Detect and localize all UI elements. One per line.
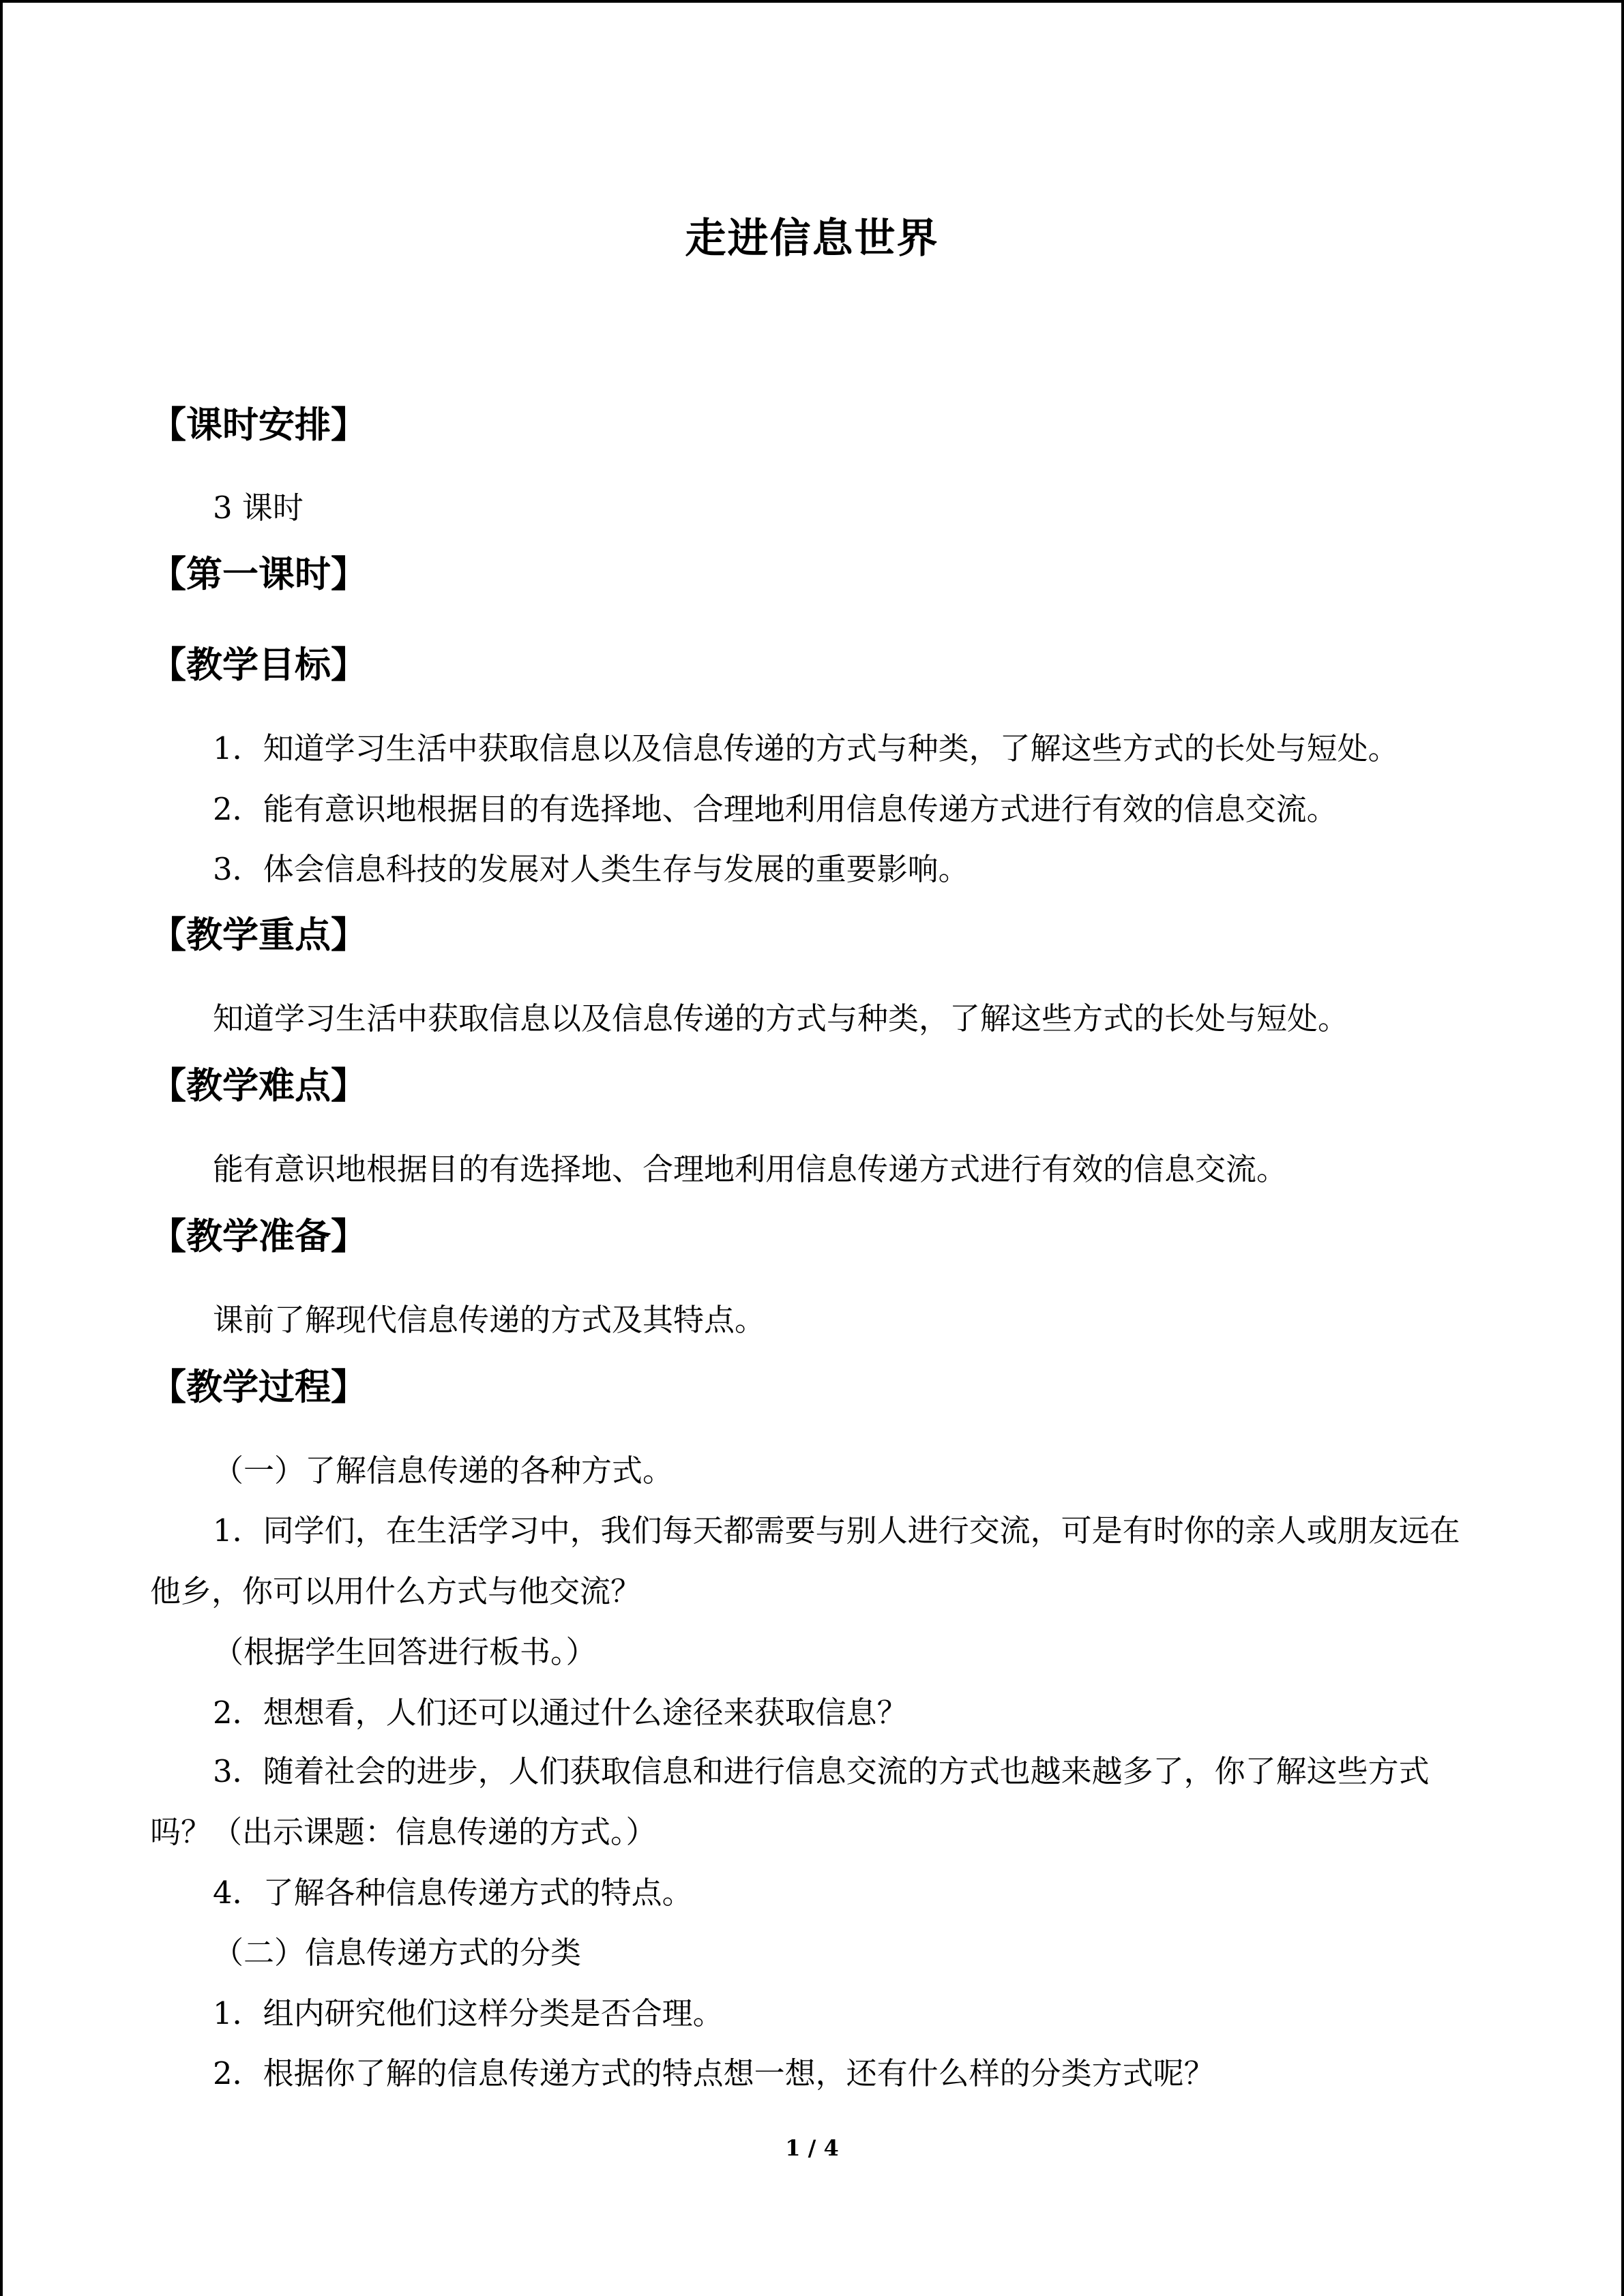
document-title: 走进信息世界: [685, 215, 939, 263]
objective-item-2: 2．能有意识地根据目的有选择地、合理地利用信息传递方式进行有效的信息交流。: [213, 791, 1338, 827]
schedule-text: 3 课时: [213, 490, 304, 526]
heading-key-points: 【教学重点】: [150, 914, 367, 956]
process-item-1: 1．同学们，在生活学习中，我们每天都需要与别人进行交流，可是有时你的亲人或朋友远在他乡，你可以用什么方式与他交流？: [150, 1512, 1460, 1609]
page-left-border: [0, 0, 3, 2296]
heading-lesson-1: 【第一课时】: [150, 553, 367, 595]
process-part-2-title: （二）信息传递方式的分类: [213, 1935, 582, 1971]
difficulties-text: 能有意识地根据目的有选择地、合理地利用信息传递方式进行有效的信息交流。: [213, 1151, 1288, 1187]
process-part-2-item-1: 1．组内研究他们这样分类是否合理。: [213, 1995, 724, 2031]
process-item-4: 4．了解各种信息传递方式的特点。: [213, 1875, 693, 1911]
process-part-2-item-2: 2．根据你了解的信息传递方式的特点想一想，还有什么样的分类方式呢？: [213, 2055, 1215, 2091]
heading-difficulties: 【教学难点】: [150, 1064, 367, 1107]
heading-preparation: 【教学准备】: [150, 1215, 367, 1257]
objective-item-3: 3．体会信息科技的发展对人类生存与发展的重要影响。: [213, 851, 969, 887]
page-top-border: [0, 0, 1624, 3]
objective-item-1: 1．知道学习生活中获取信息以及信息传递的方式与种类，了解这些方式的长处与短处。: [213, 730, 1399, 766]
key-points-text: 知道学习生活中获取信息以及信息传递的方式与种类，了解这些方式的长处与短处。: [213, 1000, 1349, 1037]
page-number: 1 / 4: [785, 2135, 839, 2161]
process-part-1-title: （一）了解信息传递的各种方式。: [213, 1452, 674, 1489]
process-item-2: 2．想想看，人们还可以通过什么途径来获取信息？: [213, 1695, 908, 1731]
heading-process: 【教学过程】: [150, 1366, 367, 1408]
process-item-3: 3．随着社会的进步，人们获取信息和进行信息交流的方式也越来越多了，你了解这些方式吗？（出示课题：信息传递的方式。）: [150, 1753, 1430, 1850]
page-right-border: [1621, 0, 1624, 2296]
heading-schedule: 【课时安排】: [150, 404, 367, 446]
process-item-1-note: （根据学生回答进行板书。）: [213, 1634, 597, 1670]
heading-objectives: 【教学目标】: [150, 644, 367, 686]
preparation-text: 课前了解现代信息传递的方式及其特点。: [213, 1302, 766, 1338]
